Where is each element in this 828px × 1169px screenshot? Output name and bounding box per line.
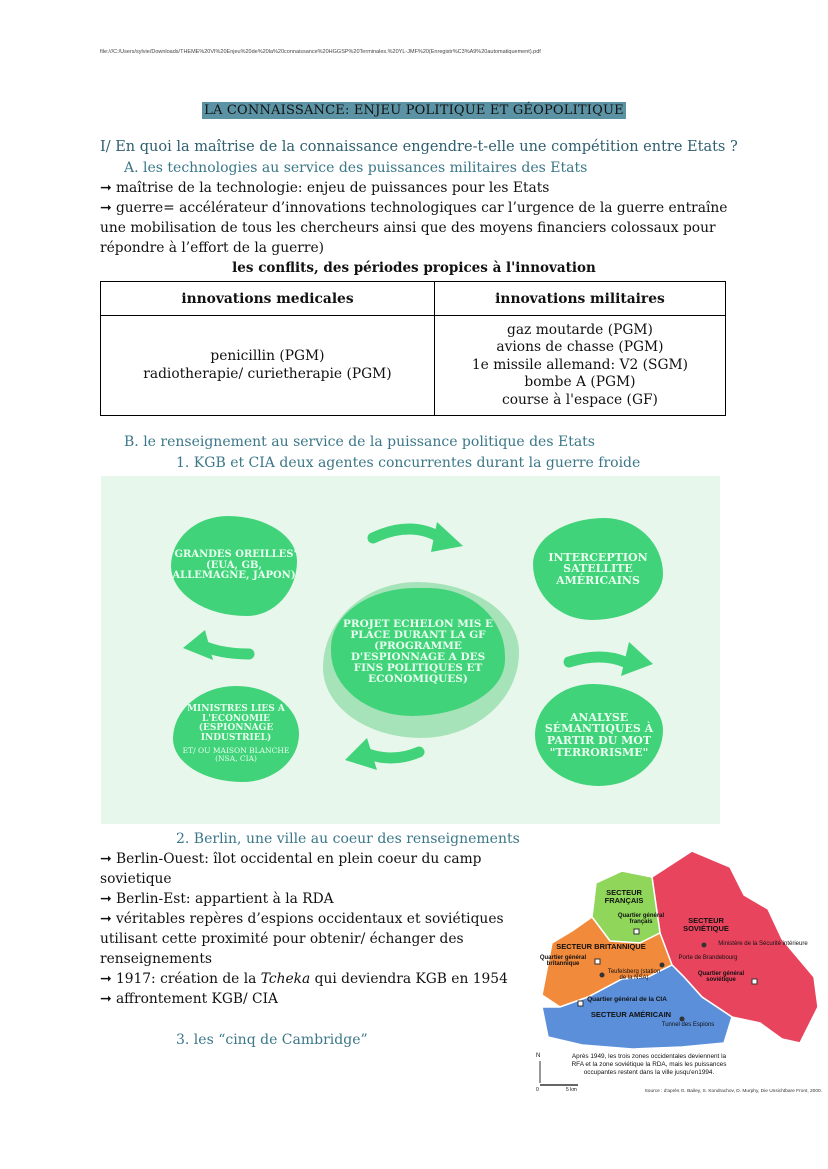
- text-line: répondre à l’effort de la guerre): [100, 240, 324, 256]
- arrow-top: [373, 529, 441, 538]
- bottom-left-sub: ET/ OU MAISON BLANCHE (NSA, CIA): [182, 746, 290, 763]
- section-heading: I/ En quoi la maîtrise de la connaissance engendre-t-elle une compétition entre Etats ?: [100, 139, 738, 155]
- marker-hq-cia: [578, 1001, 583, 1006]
- text-line: ➞ Berlin-Est: appartient à la RDA: [100, 891, 334, 907]
- medical-item: radiotherapie/ curietherapie (PGM): [143, 365, 392, 382]
- text-line: renseignements: [100, 951, 212, 967]
- text-line: ➞ véritables repères d’espions occidentaux et soviétiques: [100, 911, 504, 927]
- marker-hq-gb: [595, 959, 600, 964]
- subheading-1: 1. KGB et CIA deux agentes concurrentes durant la guerre froide: [176, 455, 641, 471]
- center-bubble: PROJET ECHELON MIS E PLACE DURANT LA GF (PROGRAMME D'ESPIONNAGE A DES FINS POLITIQUES ET ECONOMIQUES): [331, 588, 505, 716]
- map-note: Après 1949, les trois zones occidentales deviennent la RFA et la zone soviétique la RDA, mais les puissances occupantes restent dans la ville jusqu'en1994.: [571, 1053, 727, 1076]
- label-teufelsberg: Teufelsberg (station de la NSA): [607, 969, 661, 982]
- medical-item: penicillin (PGM): [210, 348, 325, 364]
- text-line: ➞ affrontement KGB/ CIA: [100, 991, 279, 1007]
- table-caption: les conflits, des périodes propices à l'innovation: [232, 260, 596, 276]
- label-tunnel: Tunnel des Espions: [661, 1022, 715, 1028]
- subheading-a: A. les technologies au service des puissances militaires des Etats: [124, 160, 588, 176]
- page-title: LA CONNAISSANCE: ENJEU POLITIQUE ET GÉOPOLITIQUE: [204, 103, 624, 118]
- label-sector-us: SECTEUR AMÉRICAIN: [590, 1010, 672, 1019]
- subheading-b: B. le renseignement au service de la puissance politique des Etats: [124, 434, 595, 450]
- text-line: ➞ Berlin-Ouest: îlot occidental en plein coeur du camp: [100, 851, 482, 867]
- table-header-medical: innovations medicales: [101, 282, 435, 316]
- label-brandenburg: Porte de Brandebourg: [678, 955, 738, 961]
- text-line: ➞ guerre= accélérateur d’innovations technologiques car l’urgence de la guerre entraîne: [100, 200, 728, 216]
- label-ministry: Ministère de la Sécurité intérieure: [718, 941, 808, 947]
- arrow-top-head: [431, 522, 463, 552]
- arrow-right-head: [621, 642, 653, 676]
- marker-tunnel: [680, 1017, 685, 1022]
- subheading-2: 2. Berlin, une ville au coeur des renseignements: [176, 831, 520, 847]
- military-item: avions de chasse (PGM): [496, 339, 664, 356]
- scale-5: 5 km: [566, 1087, 577, 1093]
- label-sector-sov: SECTEUR SOVIÉTIQUE: [683, 916, 729, 933]
- bottom-left-main: MINISTRES LIES A L'ECONOMIE (ESPIONNAGE INDUSTRIEL): [187, 704, 285, 743]
- marker-ministry: [702, 943, 707, 948]
- tcheka-prefix: ➞ 1917: création de la: [100, 971, 261, 987]
- label-hq-cia: Quartier général de la CIA: [587, 996, 667, 1003]
- echelon-diagram: [101, 476, 720, 824]
- scale-0: 0: [536, 1087, 539, 1093]
- label-sector-gb: SECTEUR BRITANNIQUE: [556, 942, 646, 951]
- top-left-bubble: 'GRANDES OREILLES' (EUA, GB, ALLEMAGNE, JAPON): [171, 516, 297, 616]
- file-path: file:///C:/Users/sylvie/Downloads/THEME%20VI%20Enjeu%20de%20la%20connaissance%20HGGSP%20Terminales.%20YL-JMF%20(Enregistr%C3%A9%20automatiquement).pdf: [100, 49, 541, 55]
- military-item: 1e missile allemand: V2 (SGM): [471, 356, 689, 373]
- label-hq-fr: Quartier général français: [617, 913, 665, 926]
- text-line: une mobilisation de tous les chercheurs ainsi que des moyens financiers colossaux pour: [100, 220, 716, 236]
- bottom-right-bubble: ANALYSE SÉMANTIQUES À PARTIR DU MOT "TERRORISME": [535, 684, 663, 786]
- marker-hq-fr: [634, 929, 639, 934]
- page-title-wrap: [0, 99, 828, 118]
- text-line: utilisant cette proximité pour obtenir/ échanger des: [100, 931, 464, 947]
- subheading-3: 3. les “cinq de Cambridge”: [176, 1032, 368, 1048]
- map-source: Source : d'après G. Bailey, S. Kondrachov, D. Murphy, Die Unsichtbare Front, 2000.: [644, 1089, 822, 1094]
- military-item: bombe A (PGM): [524, 374, 636, 391]
- top-right-bubble: INTERCEPTION SATELLITE AMÉRICAINS: [533, 518, 663, 620]
- tcheka-suffix: qui deviendra KGB en 1954: [310, 971, 508, 987]
- cycle-arrows: [101, 476, 720, 824]
- tcheka-line: [100, 971, 508, 987]
- innovations-table: [100, 281, 726, 416]
- marker-brandenburg: [660, 963, 665, 968]
- table-header-military: innovations militaires: [434, 282, 725, 316]
- text-line: ➞ maîtrise de la technologie: enjeu de puissances pour les Etats: [100, 180, 550, 196]
- text-line: sovietique: [100, 871, 172, 887]
- marker-hq-sov: [752, 979, 757, 984]
- label-sector-fr: SECTEUR FRANÇAIS: [604, 888, 644, 905]
- arrow-left-head: [183, 630, 213, 660]
- arrow-right: [569, 657, 625, 662]
- berlin-map: [532, 847, 822, 1099]
- military-item: course à l'espace (GF): [502, 391, 658, 408]
- military-cell: [434, 316, 725, 416]
- label-hq-sov: Quartier général soviétique: [697, 971, 745, 984]
- tcheka-word: Tcheka: [260, 971, 311, 987]
- military-item: gaz moutarde (PGM): [507, 321, 653, 338]
- label-hq-gb: Quartier général britannique: [539, 955, 587, 968]
- medical-cell: [101, 316, 435, 416]
- north-label: N: [536, 1053, 541, 1059]
